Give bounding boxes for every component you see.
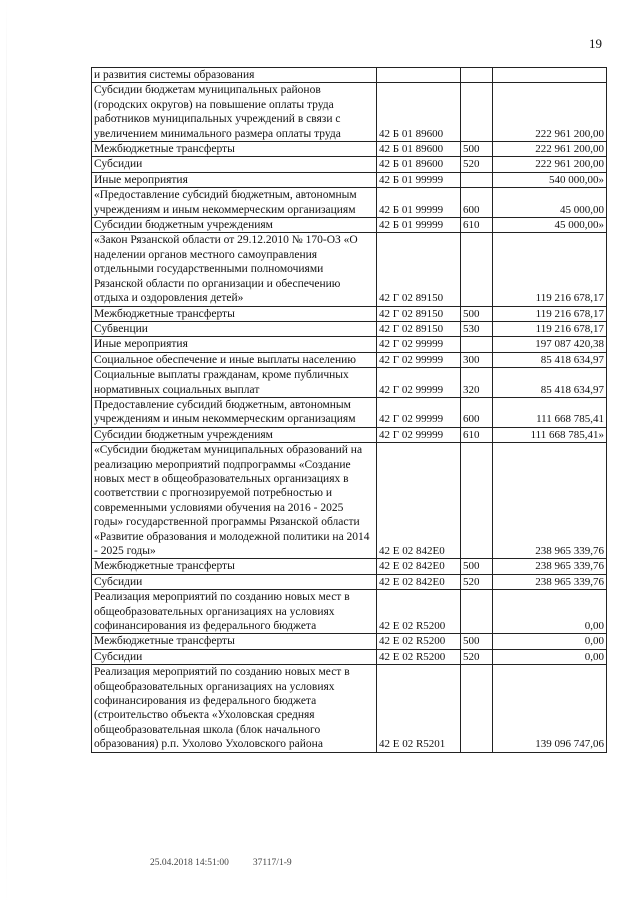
table-row	[92, 397, 607, 427]
row-type-cell	[461, 590, 493, 634]
row-type-cell: 320	[461, 368, 493, 398]
row-code-cell: 42 Г 02 99999	[377, 352, 461, 367]
row-type-cell: 500	[461, 142, 493, 157]
row-name-cell: и развития системы образования	[92, 68, 377, 83]
row-sum-cell: 222 961 200,00	[493, 157, 607, 172]
row-type-cell: 600	[461, 397, 493, 427]
row-sum-cell: 238 965 339,76	[493, 559, 607, 574]
table-row	[92, 352, 607, 367]
row-type-cell	[461, 443, 493, 559]
row-type-cell: 500	[461, 634, 493, 649]
row-sum-cell: 0,00	[493, 590, 607, 634]
scan-margin-shadow	[6, 0, 7, 905]
table-row	[92, 665, 607, 752]
row-type-cell: 520	[461, 649, 493, 664]
row-code-cell: 42 Г 02 89150	[377, 321, 461, 336]
row-sum-cell: 222 961 200,00	[493, 83, 607, 142]
row-code-cell: 42 Е 02 842Е0	[377, 574, 461, 589]
row-type-cell: 530	[461, 321, 493, 336]
page-number: 19	[589, 36, 602, 51]
document-footer	[150, 858, 292, 868]
row-type-cell	[461, 233, 493, 306]
row-code-cell: 42 Б 01 89600	[377, 157, 461, 172]
table-row	[92, 559, 607, 574]
row-code-cell: 42 Г 02 99999	[377, 427, 461, 442]
row-name-cell: «Субсидии бюджетам муниципальных образований на реализацию мероприятий подпрограммы «Создание новых мест в общеобразовательных организациях в соответствии с прогнозируемой потребностью и современными условиями обучения на 2016 - 2025 годы» государственной программы Рязанской области «Развитие образования и молодежной политики на 2014 - 2025 годы»	[92, 443, 377, 559]
row-type-cell: 500	[461, 559, 493, 574]
row-sum-cell: 85 418 634,97	[493, 352, 607, 367]
row-name-cell: Межбюджетные трансферты	[92, 634, 377, 649]
table-row	[92, 188, 607, 218]
row-name-cell: Предоставление субсидий бюджетным, автономным учреждениям и иным некоммерческим организациям	[92, 397, 377, 427]
row-code-cell: 42 Г 02 99999	[377, 368, 461, 398]
row-name-cell: Межбюджетные трансферты	[92, 306, 377, 321]
table-row	[92, 321, 607, 336]
row-code-cell: 42 Г 02 99999	[377, 337, 461, 352]
row-code-cell: 42 Е 02 R5200	[377, 590, 461, 634]
row-name-cell: Субвенции	[92, 321, 377, 336]
row-sum-cell: 222 961 200,00	[493, 142, 607, 157]
row-name-cell: Субсидии	[92, 574, 377, 589]
table-row	[92, 649, 607, 664]
row-name-cell: Иные мероприятия	[92, 172, 377, 187]
row-code-cell: 42 Б 01 89600	[377, 142, 461, 157]
row-sum-cell: 85 418 634,97	[493, 368, 607, 398]
row-code-cell: 42 Б 01 89600	[377, 83, 461, 142]
row-sum-cell: 0,00	[493, 649, 607, 664]
row-name-cell: Межбюджетные трансферты	[92, 142, 377, 157]
row-name-cell: Субсидии бюджетам муниципальных районов (городских округов) на повышение оплаты труда работников муниципальных учреждений в связи с увеличением минимального размера оплаты труда	[92, 83, 377, 142]
row-code-cell: 42 Е 02 842Е0	[377, 443, 461, 559]
row-code-cell: 42 Е 02 R5200	[377, 649, 461, 664]
row-name-cell: Социальное обеспечение и иные выплаты населению	[92, 352, 377, 367]
row-name-cell: Иные мероприятия	[92, 337, 377, 352]
footer-doc-code: 37117/1-9	[252, 858, 292, 868]
row-code-cell: 42 Б 01 99999	[377, 172, 461, 187]
budget-table-body	[92, 68, 607, 753]
table-row	[92, 157, 607, 172]
row-type-cell: 610	[461, 427, 493, 442]
row-sum-cell: 0,00	[493, 634, 607, 649]
row-name-cell: Социальные выплаты гражданам, кроме публичных нормативных социальных выплат	[92, 368, 377, 398]
row-type-cell: 300	[461, 352, 493, 367]
footer-datetime: 25.04.2018 14:51:00	[150, 858, 229, 868]
row-sum-cell: 111 668 785,41»	[493, 427, 607, 442]
row-type-cell: 500	[461, 306, 493, 321]
row-type-cell	[461, 665, 493, 752]
row-sum-cell: 540 000,00»	[493, 172, 607, 187]
row-sum-cell: 45 000,00	[493, 188, 607, 218]
table-row	[92, 443, 607, 559]
row-name-cell: Межбюджетные трансферты	[92, 559, 377, 574]
table-row	[92, 427, 607, 442]
row-code-cell: 42 Г 02 89150	[377, 306, 461, 321]
row-sum-cell	[493, 68, 607, 83]
row-name-cell: Субсидии бюджетным учреждениям	[92, 427, 377, 442]
row-code-cell: 42 Е 02 R5201	[377, 665, 461, 752]
table-row	[92, 368, 607, 398]
row-name-cell: Субсидии	[92, 157, 377, 172]
row-code-cell: 42 Е 02 842Е0	[377, 559, 461, 574]
table-row	[92, 634, 607, 649]
row-sum-cell: 238 965 339,76	[493, 574, 607, 589]
row-sum-cell: 45 000,00»	[493, 218, 607, 233]
row-code-cell: 42 Б 01 99999	[377, 218, 461, 233]
row-sum-cell: 119 216 678,17	[493, 321, 607, 336]
row-type-cell: 520	[461, 574, 493, 589]
row-code-cell: 42 Б 01 99999	[377, 188, 461, 218]
table-row	[92, 574, 607, 589]
table-row	[92, 590, 607, 634]
row-name-cell: Реализация мероприятий по созданию новых мест в общеобразовательных организациях на условиях софинансирования из федерального бюджета	[92, 590, 377, 634]
table-row	[92, 337, 607, 352]
row-code-cell: 42 Г 02 99999	[377, 397, 461, 427]
table-row	[92, 83, 607, 142]
row-sum-cell: 119 216 678,17	[493, 233, 607, 306]
row-type-cell: 600	[461, 188, 493, 218]
budget-table	[91, 67, 607, 753]
row-name-cell: Реализация мероприятий по созданию новых мест в общеобразовательных организациях на условиях софинансирования из федерального бюджета (строительство объекта «Ухоловская средняя общеобразовательная школа (блок начального образования) р.п. Ухолово Ухоловского района	[92, 665, 377, 752]
row-sum-cell: 238 965 339,76	[493, 443, 607, 559]
row-sum-cell: 111 668 785,41	[493, 397, 607, 427]
row-name-cell: «Закон Рязанской области от 29.12.2010 № 170-ОЗ «О наделении органов местного самоуправления отдельными государственными полномочиями Рязанской области по организации и обеспечению отдыха и оздоровления детей»	[92, 233, 377, 306]
table-row	[92, 233, 607, 306]
row-type-cell: 610	[461, 218, 493, 233]
row-type-cell	[461, 337, 493, 352]
row-name-cell: Субсидии бюджетным учреждениям	[92, 218, 377, 233]
row-sum-cell: 139 096 747,06	[493, 665, 607, 752]
row-sum-cell: 197 087 420,38	[493, 337, 607, 352]
row-sum-cell: 119 216 678,17	[493, 306, 607, 321]
row-type-cell	[461, 83, 493, 142]
table-row	[92, 218, 607, 233]
table-row	[92, 142, 607, 157]
row-code-cell: 42 Г 02 89150	[377, 233, 461, 306]
table-row	[92, 306, 607, 321]
table-row	[92, 68, 607, 83]
row-code-cell: 42 Е 02 R5200	[377, 634, 461, 649]
row-name-cell: «Предоставление субсидий бюджетным, автономным учреждениям и иным некоммерческим организациям	[92, 188, 377, 218]
row-type-cell: 520	[461, 157, 493, 172]
row-type-cell	[461, 172, 493, 187]
row-code-cell	[377, 68, 461, 83]
table-row	[92, 172, 607, 187]
row-name-cell: Субсидии	[92, 649, 377, 664]
row-type-cell	[461, 68, 493, 83]
